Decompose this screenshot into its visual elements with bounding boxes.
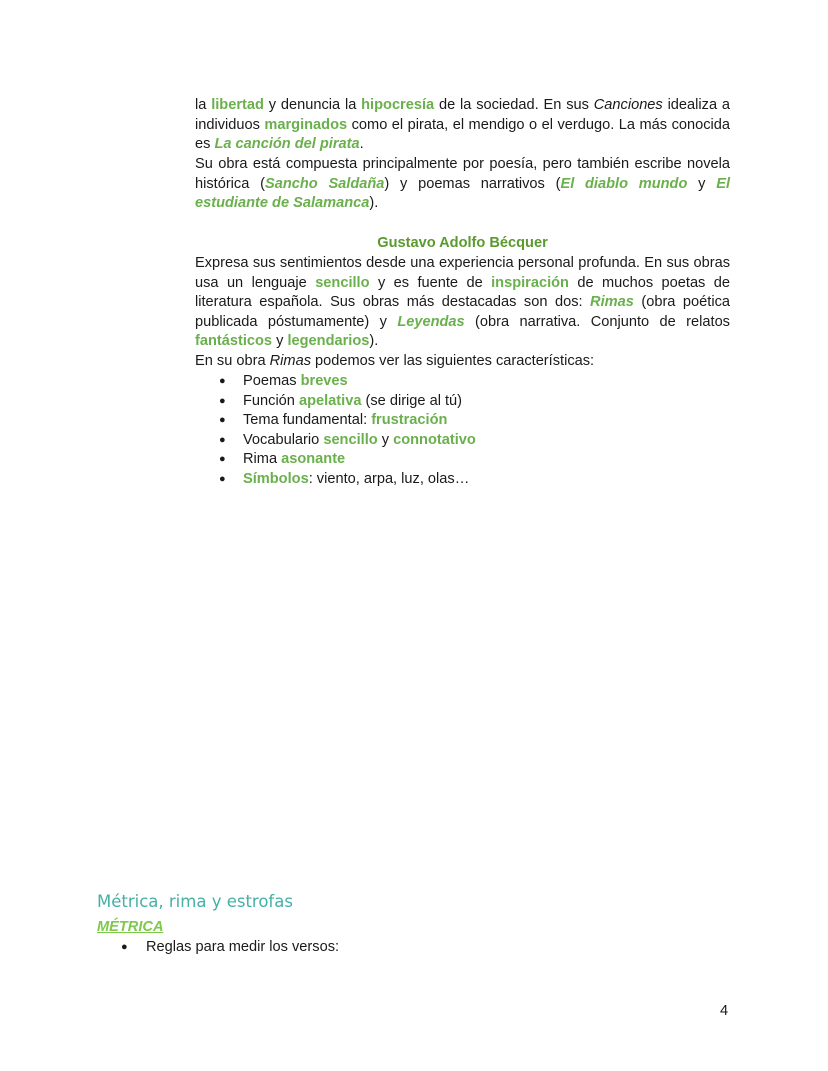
list-item: ● Vocabulario sencillo y connotativo <box>195 431 730 451</box>
work-rimas-italic: Rimas <box>269 353 311 369</box>
keyword-fantasticos: fantásticos <box>195 333 273 350</box>
subheading-metrica: MÉTRICA <box>97 919 164 935</box>
work-cancion-pirata: La canción del pirata <box>214 136 360 153</box>
keyword-libertad: libertad <box>211 97 264 113</box>
work-leyendas: Leyendas <box>397 313 465 330</box>
page-number: 4 <box>720 1003 729 1019</box>
list-item-rules: ● Reglas para medir los versos: <box>97 938 339 958</box>
work-estudiante-salamanca: El estudiante de Salamanca <box>195 175 731 212</box>
espronceda-paragraph-1: la libertad y denuncia la hipocresía de la sociedad. En sus Canciones idealiza a individuos marginados como el pirata, el mendigo o el verdugo. La más conocida es La canción del pirata. <box>195 97 731 153</box>
keyword-inspiracion: inspiración <box>491 274 569 291</box>
list-item: ● Poemas breves <box>195 372 730 392</box>
becquer-characteristics-list <box>195 372 730 490</box>
espronceda-paragraph-2: Su obra está compuesta principalmente por poesía, pero también escribe novela histórica (Sancho Saldaña) y poemas narrativos (El diablo mundo y El estudiante de Salamanca). <box>195 156 731 212</box>
keyword-sencillo: sencillo <box>315 274 370 291</box>
list-item: ● Rima asonante <box>195 450 730 470</box>
work-rimas: Rimas <box>590 294 634 311</box>
keyword-marginados: marginados <box>264 116 348 133</box>
becquer-heading: Gustavo Adolfo Bécquer <box>377 235 548 251</box>
list-item: ● Tema fundamental: frustración <box>195 411 730 431</box>
keyword-hipocresia: hipocresía <box>361 97 435 113</box>
becquer-paragraph-2: En su obra Rimas podemos ver las siguientes características: <box>195 353 595 369</box>
keyword-legendarios: legendarios <box>287 333 370 350</box>
section-title-metrica: Métrica, rima y estrofas <box>97 892 293 911</box>
list-item: ● Símbolos: viento, arpa, luz, olas… <box>195 470 730 490</box>
list-item: ● Función apelativa (se dirige al tú) <box>195 392 730 412</box>
work-canciones: Canciones <box>593 97 663 113</box>
becquer-paragraph-1: Expresa sus sentimientos desde una experiencia personal profunda. En sus obras usa un lenguaje sencillo y es fuente de inspiración de muchos poetas de literatura española. Sus obras más destacadas son dos: Rimas (obra poética publicada póstumamente) y Leyendas (obra narrativa. Conjunto de relatos fantásticos y legendarios). <box>195 255 730 350</box>
work-diablo-mundo: El diablo mundo <box>560 175 688 192</box>
work-sancho-saldana: Sancho Saldaña <box>264 175 385 192</box>
